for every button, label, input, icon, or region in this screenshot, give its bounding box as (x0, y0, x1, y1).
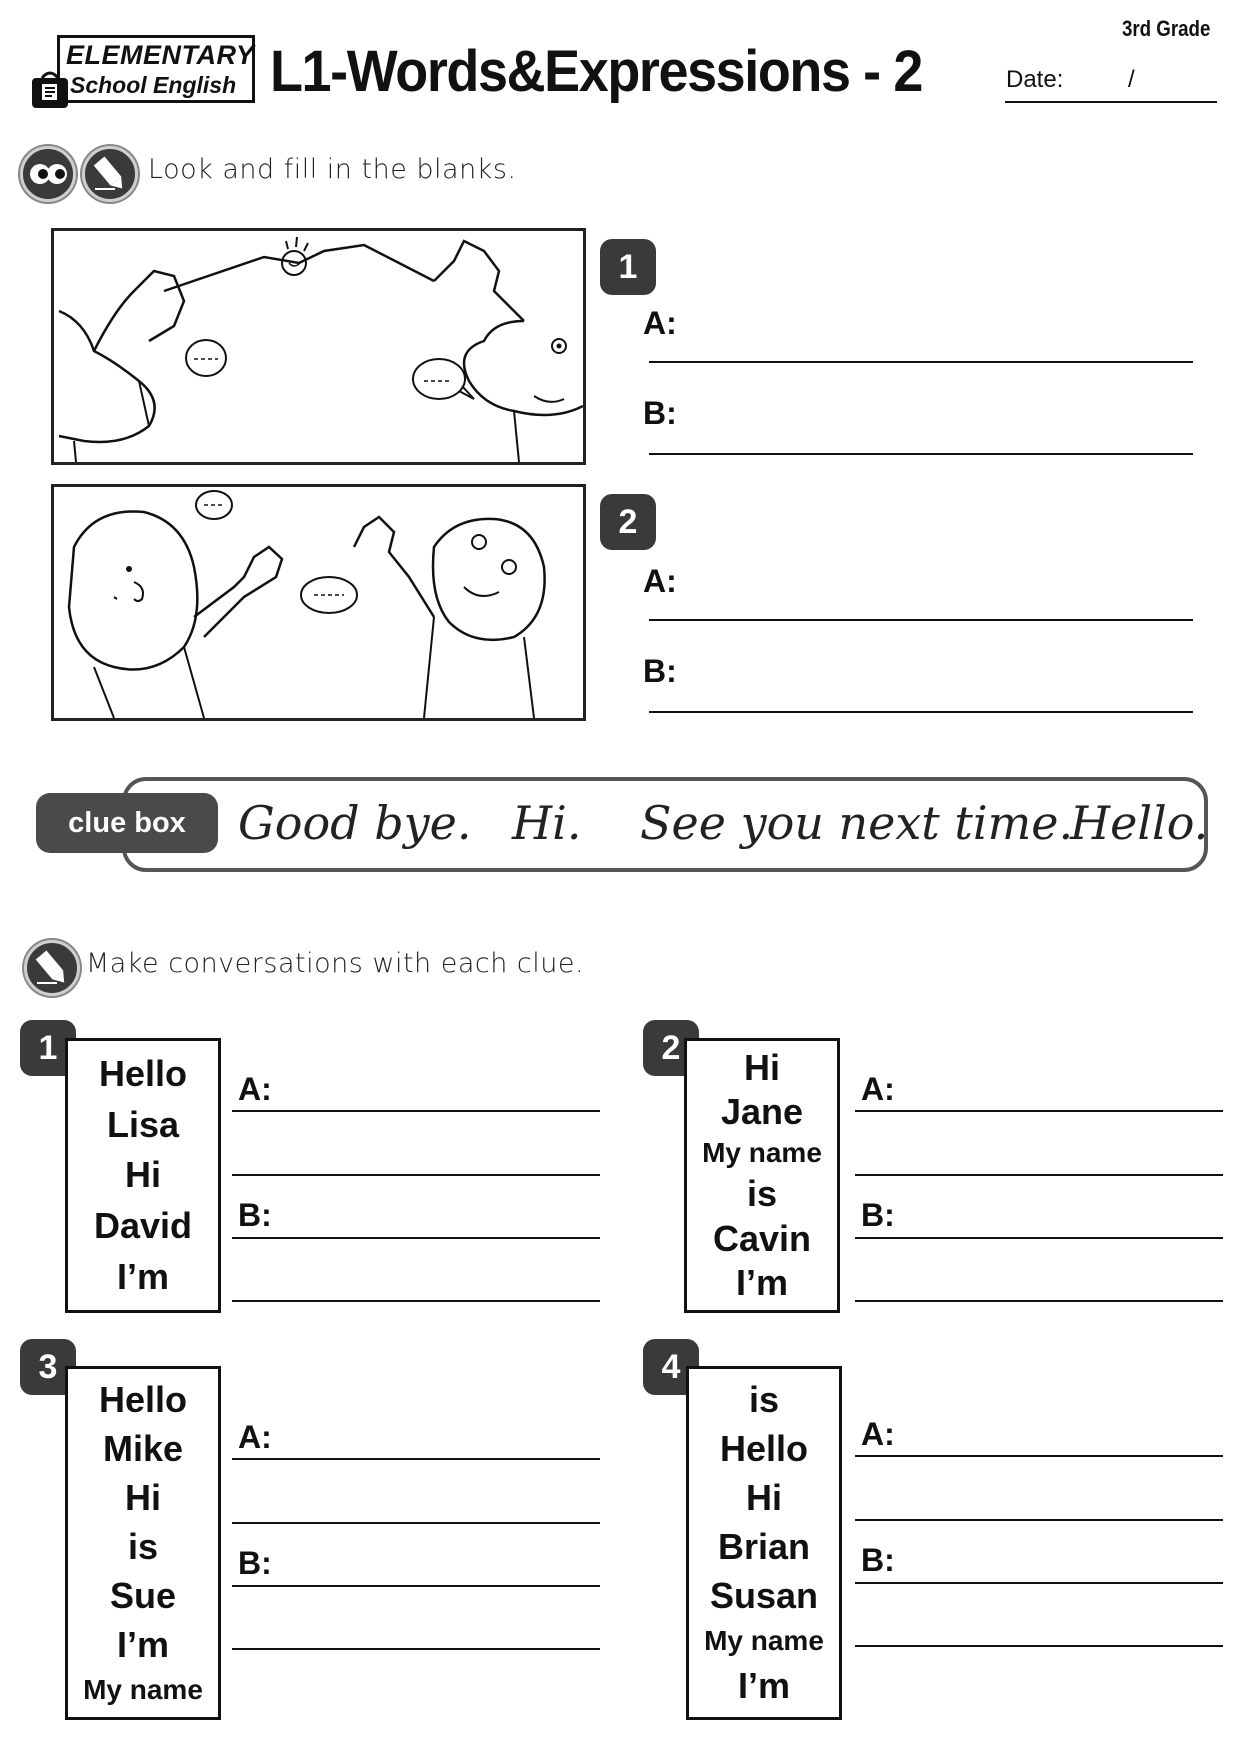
answer-line[interactable] (855, 1582, 1223, 1584)
clue-word: Brian (717, 1526, 811, 1567)
clue-word: Good bye. (238, 796, 472, 850)
answer-line[interactable] (232, 1300, 600, 1302)
instruction-make-conversations: Make conversations with each clue. (86, 948, 585, 979)
answer-line[interactable] (232, 1585, 600, 1587)
answer-line-b[interactable] (649, 453, 1193, 455)
word-clue-box (65, 1038, 221, 1313)
date-field-line[interactable] (1005, 101, 1217, 103)
clue-word: is (748, 1379, 780, 1420)
clue-word: Hello. (1070, 796, 1209, 850)
answer-line[interactable] (855, 1300, 1223, 1302)
answer-line[interactable] (232, 1648, 600, 1650)
speaker-a-label: A: (643, 305, 677, 341)
answer-line[interactable] (855, 1174, 1223, 1176)
answer-line[interactable] (855, 1110, 1223, 1112)
clue-word: is (746, 1172, 778, 1214)
clue-word: Mike (102, 1428, 184, 1469)
answer-line-a[interactable] (649, 619, 1193, 621)
exercise-number-badge: 1 (20, 1020, 76, 1076)
exercise-number-badge: 3 (20, 1339, 76, 1395)
clue-word: Hello (719, 1428, 808, 1469)
clue-word: I’m (737, 1665, 790, 1706)
clue-word: Jane (720, 1091, 804, 1133)
speaker-a-label: A: (861, 1071, 895, 1107)
clue-word: Hello (98, 1052, 187, 1094)
logo-line2: School English (70, 72, 237, 98)
question-number-badge: 2 (600, 494, 656, 550)
clue-word: Hi (746, 1477, 782, 1518)
word-clue-box (684, 1038, 840, 1313)
answer-line-b[interactable] (649, 711, 1193, 713)
clue-word: Hello (98, 1379, 187, 1420)
clue-word: is (127, 1526, 159, 1567)
speaker-b-label: B: (643, 653, 677, 689)
clue-word: See you next time. (640, 796, 1074, 850)
speaker-a-label: A: (238, 1419, 272, 1455)
answer-line[interactable] (232, 1110, 600, 1112)
clue-box-label: clue box (36, 793, 218, 853)
answer-line[interactable] (232, 1522, 600, 1524)
answer-line[interactable] (232, 1174, 600, 1176)
answer-line-a[interactable] (649, 361, 1193, 363)
answer-line[interactable] (855, 1237, 1223, 1239)
pencil-icon (82, 146, 138, 202)
page-title: L1-Words&Expressions - 2 (270, 39, 922, 104)
answer-line[interactable] (232, 1458, 600, 1460)
clue-word: Susan (709, 1575, 819, 1616)
date-slash: / (1128, 66, 1135, 93)
clue-word: David (93, 1205, 193, 1247)
picture-mountain-wave (51, 228, 586, 465)
speaker-b-label: B: (861, 1542, 895, 1578)
clue-word: I’m (735, 1262, 788, 1304)
speaker-b-label: B: (643, 395, 677, 431)
speaker-a-label: A: (861, 1416, 895, 1452)
clue-word: I’m (116, 1624, 169, 1665)
clue-word: Lisa (106, 1103, 180, 1145)
clue-word: My name (83, 1674, 203, 1705)
clue-word: My name (702, 1137, 822, 1169)
clue-word: Hi (744, 1046, 780, 1088)
grade-label: 3rd Grade (1122, 16, 1211, 41)
instruction-look-fill: Look and fill in the blanks. (148, 154, 517, 185)
word-clue-box (686, 1366, 842, 1720)
speaker-b-label: B: (861, 1197, 895, 1233)
clue-word: Hi. (512, 796, 582, 850)
eyes-icon (20, 146, 76, 202)
question-number-badge: 1 (600, 239, 656, 295)
exercise-number-badge: 4 (643, 1339, 699, 1395)
clue-word: I’m (116, 1256, 169, 1298)
clue-word: Cavin (712, 1217, 812, 1259)
clue-word: Hi (125, 1477, 161, 1518)
logo-line1: ELEMENTARY (66, 40, 255, 70)
answer-line[interactable] (855, 1455, 1223, 1457)
date-label: Date: (1006, 66, 1064, 93)
speaker-a-label: A: (238, 1071, 272, 1107)
clue-word: My name (704, 1625, 824, 1656)
answer-line[interactable] (855, 1645, 1223, 1647)
clue-word: Hi (125, 1154, 161, 1196)
answer-line[interactable] (232, 1237, 600, 1239)
speaker-a-label: A: (643, 563, 677, 599)
word-clue-box (65, 1366, 221, 1720)
speaker-b-label: B: (238, 1197, 272, 1233)
answer-line[interactable] (855, 1519, 1223, 1521)
clue-word: Sue (109, 1575, 177, 1616)
pencil-icon (24, 940, 80, 996)
exercise-number-badge: 2 (643, 1020, 699, 1076)
picture-kids-waving (51, 484, 586, 721)
speaker-b-label: B: (238, 1545, 272, 1581)
